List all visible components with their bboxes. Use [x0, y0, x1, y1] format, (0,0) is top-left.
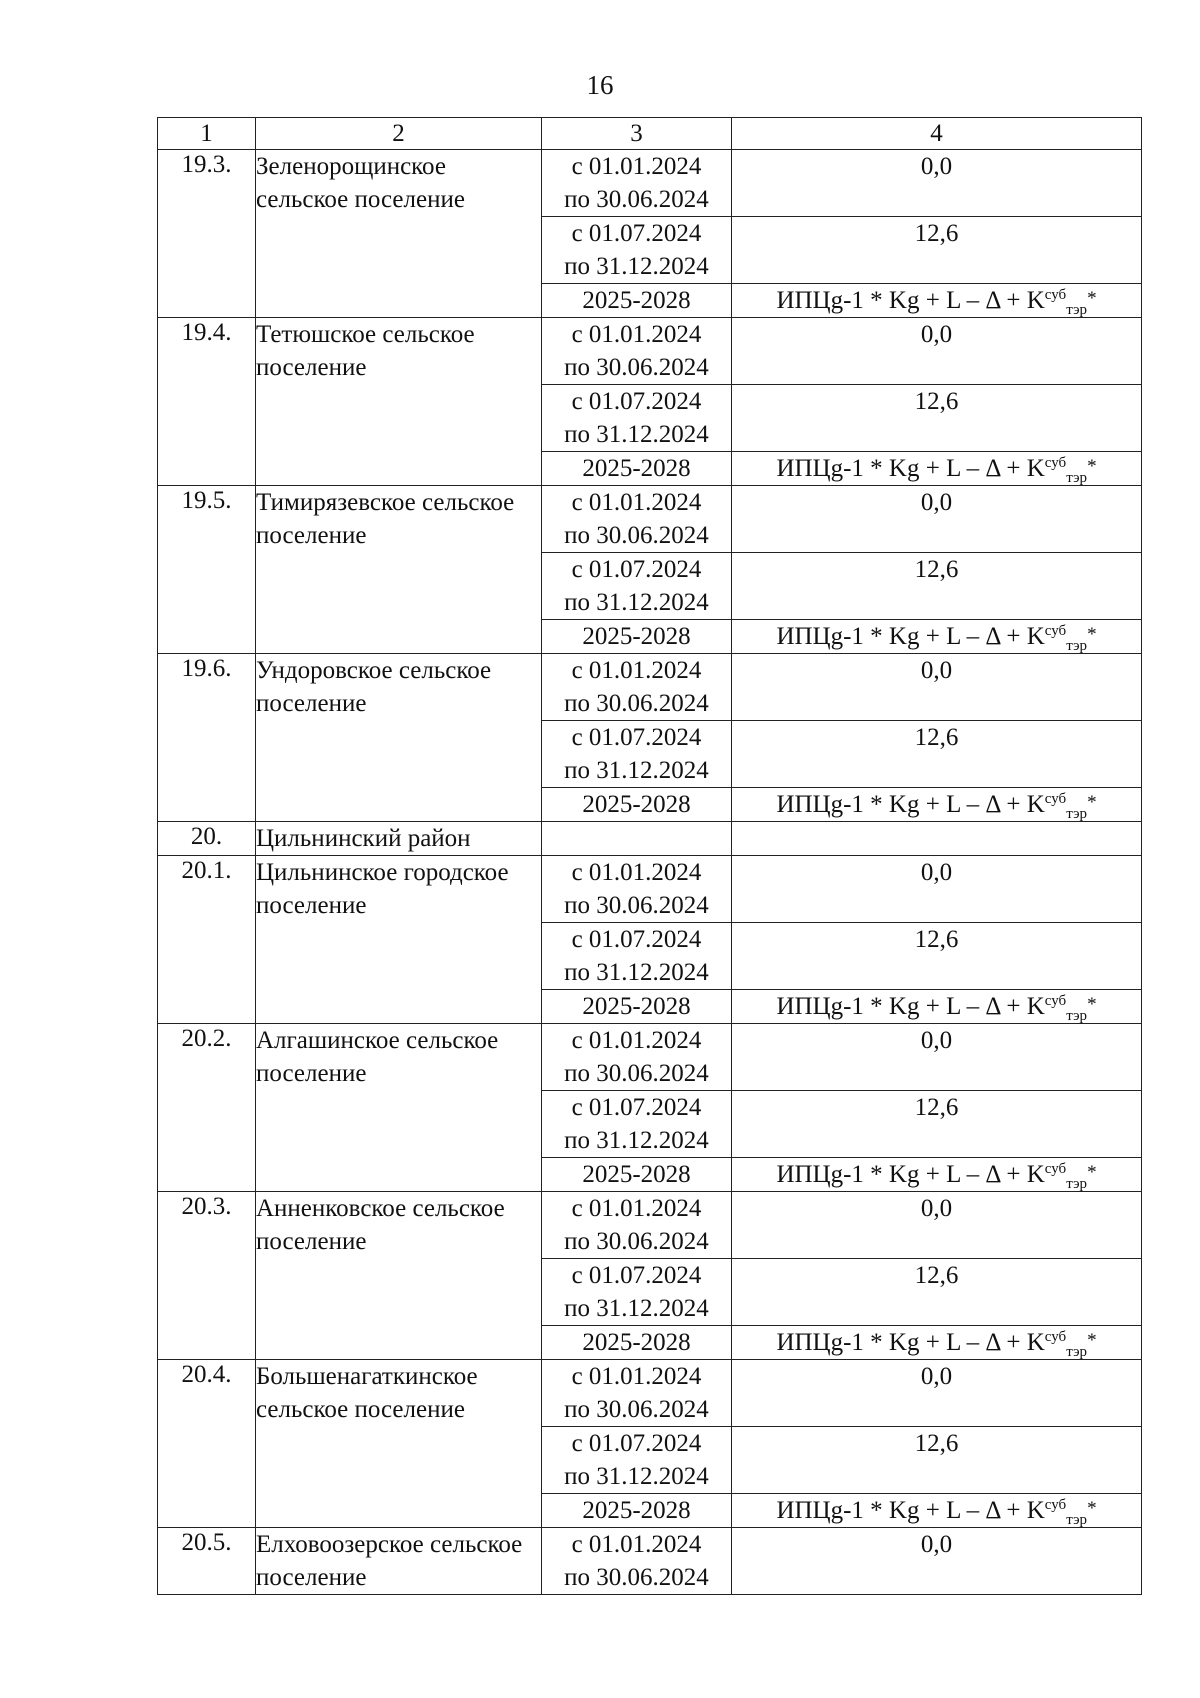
period-cell [542, 1360, 732, 1427]
formula-asterisk: * [1087, 624, 1097, 645]
period-cell [542, 721, 732, 788]
formula-subscript: тэр [1066, 302, 1088, 318]
formula-subscript: тэр [1066, 470, 1088, 486]
period-cell [542, 1259, 732, 1326]
value-cell: 12,6 [732, 1091, 1142, 1158]
row-number: 20.1. [158, 856, 256, 1024]
period-line: по 30.06.2024 [564, 186, 709, 213]
value-cell: 0,0 [732, 856, 1142, 923]
empty-cell [732, 822, 1142, 856]
period-line: по 30.06.2024 [564, 1228, 709, 1255]
settlement-name: Тетюшское сельское поселение [256, 318, 542, 486]
table-row [158, 1024, 1142, 1091]
tariff-table [157, 117, 1142, 1595]
formula-subscript: тэр [1066, 806, 1088, 822]
period-line: с 01.01.2024 [571, 859, 702, 886]
period-cell [542, 284, 732, 318]
formula-main: ИПЦg-1 * Kg + L – Δ + K [776, 993, 1045, 1020]
period-line: по 31.12.2024 [564, 959, 709, 986]
period-cell [542, 1158, 732, 1192]
period-line: с 01.07.2024 [571, 388, 702, 415]
empty-cell [542, 822, 732, 856]
formula-cell [732, 284, 1142, 318]
formula-main: ИПЦg-1 * Kg + L – Δ + K [776, 623, 1045, 650]
formula-main: ИПЦg-1 * Kg + L – Δ + K [776, 791, 1045, 818]
period-cell [542, 452, 732, 486]
formula-main: ИПЦg-1 * Kg + L – Δ + K [776, 455, 1045, 482]
period-line: по 31.12.2024 [564, 1127, 709, 1154]
period-line: с 01.01.2024 [571, 1195, 702, 1222]
period-line: с 01.07.2024 [571, 220, 702, 247]
period-line: с 01.07.2024 [571, 1430, 702, 1457]
period-cell [542, 990, 732, 1024]
period-cell [542, 217, 732, 284]
value-cell: 12,6 [732, 1427, 1142, 1494]
value-cell: 0,0 [732, 1192, 1142, 1259]
formula-asterisk: * [1087, 1498, 1097, 1519]
period-cell [542, 553, 732, 620]
value-cell: 0,0 [732, 1528, 1142, 1595]
formula-cell [732, 990, 1142, 1024]
formula-subscript: тэр [1066, 638, 1088, 654]
settlement-name: Анненковское сельское поселение [256, 1192, 542, 1360]
table-body [158, 150, 1142, 1595]
header-col-2: 2 [256, 118, 542, 150]
period-cell [542, 318, 732, 385]
table-row [158, 856, 1142, 923]
value-cell: 0,0 [732, 486, 1142, 553]
formula-asterisk: * [1087, 1330, 1097, 1351]
value-cell: 0,0 [732, 318, 1142, 385]
period-cell [542, 856, 732, 923]
settlement-name: Тимирязевское сельское поселение [256, 486, 542, 654]
value-cell: 0,0 [732, 654, 1142, 721]
value-cell: 12,6 [732, 1259, 1142, 1326]
settlement-name: Алгашинское сельское поселение [256, 1024, 542, 1192]
period-line: 2025-2028 [582, 623, 691, 650]
period-line: с 01.07.2024 [571, 724, 702, 751]
formula-main: ИПЦg-1 * Kg + L – Δ + K [776, 1329, 1045, 1356]
period-cell [542, 1528, 732, 1595]
period-line: с 01.01.2024 [571, 321, 702, 348]
period-line: с 01.07.2024 [571, 926, 702, 953]
period-line: с 01.07.2024 [571, 1094, 702, 1121]
period-line: с 01.07.2024 [571, 1262, 702, 1289]
formula-subscript: тэр [1066, 1344, 1088, 1360]
settlement-name: Цильнинское городское поселение [256, 856, 542, 1024]
period-line: 2025-2028 [582, 1329, 691, 1356]
formula-cell [732, 1158, 1142, 1192]
formula-superscript: суб [1044, 1497, 1067, 1513]
period-cell [542, 1091, 732, 1158]
period-line: по 30.06.2024 [564, 522, 709, 549]
formula-asterisk: * [1087, 792, 1097, 813]
table-row [158, 486, 1142, 553]
value-cell: 12,6 [732, 217, 1142, 284]
header-col-1: 1 [158, 118, 256, 150]
period-cell [542, 1192, 732, 1259]
formula-cell [732, 1494, 1142, 1528]
period-line: по 31.12.2024 [564, 1463, 709, 1490]
table-row [158, 1360, 1142, 1427]
settlement-name: Зеленорощинское сельское поселение [256, 150, 542, 318]
period-line: по 31.12.2024 [564, 589, 709, 616]
value-cell: 0,0 [732, 1360, 1142, 1427]
period-line: по 30.06.2024 [564, 1396, 709, 1423]
table-row [158, 150, 1142, 217]
period-line: с 01.01.2024 [571, 489, 702, 516]
table-row [158, 822, 1142, 856]
value-cell: 12,6 [732, 923, 1142, 990]
period-cell [542, 385, 732, 452]
formula-cell [732, 1326, 1142, 1360]
period-line: 2025-2028 [582, 791, 691, 818]
page-number: 16 [586, 70, 614, 100]
district-name: Цильнинский район [256, 822, 542, 856]
formula-asterisk: * [1087, 1162, 1097, 1183]
formula-main: ИПЦg-1 * Kg + L – Δ + K [776, 1161, 1045, 1188]
formula-asterisk: * [1087, 288, 1097, 309]
row-number: 19.5. [158, 486, 256, 654]
period-line: по 30.06.2024 [564, 892, 709, 919]
period-line: по 30.06.2024 [564, 354, 709, 381]
period-cell [542, 923, 732, 990]
formula-asterisk: * [1087, 456, 1097, 477]
value-cell: 12,6 [732, 553, 1142, 620]
formula-superscript: суб [1044, 791, 1067, 807]
period-cell [542, 788, 732, 822]
formula-asterisk: * [1087, 994, 1097, 1015]
period-line: по 31.12.2024 [564, 757, 709, 784]
formula-subscript: тэр [1066, 1176, 1088, 1192]
period-line: 2025-2028 [582, 993, 691, 1020]
formula-subscript: тэр [1066, 1512, 1088, 1528]
value-cell: 0,0 [732, 150, 1142, 217]
period-line: по 30.06.2024 [564, 1564, 709, 1591]
settlement-name: Большенагаткинское сельское поселение [256, 1360, 542, 1528]
row-number: 19.6. [158, 654, 256, 822]
formula-superscript: суб [1044, 1329, 1067, 1345]
period-line: с 01.01.2024 [571, 1531, 702, 1558]
period-cell [542, 620, 732, 654]
period-line: по 31.12.2024 [564, 421, 709, 448]
period-cell [542, 1326, 732, 1360]
formula-cell [732, 452, 1142, 486]
formula-superscript: суб [1044, 1161, 1067, 1177]
row-number: 20.5. [158, 1528, 256, 1595]
settlement-name: Ундоровское сельское поселение [256, 654, 542, 822]
row-number: 20.4. [158, 1360, 256, 1528]
settlement-name: Елховоозерское сельское поселение [256, 1528, 542, 1595]
period-line: по 30.06.2024 [564, 690, 709, 717]
value-cell: 12,6 [732, 721, 1142, 788]
period-cell [542, 1024, 732, 1091]
formula-superscript: суб [1044, 287, 1067, 303]
period-line: с 01.01.2024 [571, 1363, 702, 1390]
row-number: 19.3. [158, 150, 256, 318]
table-row [158, 318, 1142, 385]
formula-cell [732, 788, 1142, 822]
period-line: с 01.01.2024 [571, 153, 702, 180]
period-cell [542, 486, 732, 553]
formula-main: ИПЦg-1 * Kg + L – Δ + K [776, 287, 1045, 314]
table-row [158, 1528, 1142, 1595]
period-cell [542, 654, 732, 721]
period-line: по 30.06.2024 [564, 1060, 709, 1087]
header-row [158, 118, 1142, 150]
period-line: с 01.07.2024 [571, 556, 702, 583]
period-line: с 01.01.2024 [571, 1027, 702, 1054]
row-number: 19.4. [158, 318, 256, 486]
row-number: 20.2. [158, 1024, 256, 1192]
period-cell [542, 1494, 732, 1528]
period-line: 2025-2028 [582, 455, 691, 482]
period-cell [542, 150, 732, 217]
period-line: по 31.12.2024 [564, 1295, 709, 1322]
period-cell [542, 1427, 732, 1494]
formula-main: ИПЦg-1 * Kg + L – Δ + K [776, 1497, 1045, 1524]
period-line: 2025-2028 [582, 1497, 691, 1524]
period-line: по 31.12.2024 [564, 253, 709, 280]
row-number: 20.3. [158, 1192, 256, 1360]
header-col-4: 4 [732, 118, 1142, 150]
row-number: 20. [158, 822, 256, 856]
formula-superscript: суб [1044, 455, 1067, 471]
period-line: с 01.01.2024 [571, 657, 702, 684]
formula-superscript: суб [1044, 993, 1067, 1009]
table-row [158, 654, 1142, 721]
period-line: 2025-2028 [582, 287, 691, 314]
period-line: 2025-2028 [582, 1161, 691, 1188]
header-col-3: 3 [542, 118, 732, 150]
formula-subscript: тэр [1066, 1008, 1088, 1024]
formula-superscript: суб [1044, 623, 1067, 639]
formula-cell [732, 620, 1142, 654]
table-row [158, 1192, 1142, 1259]
value-cell: 0,0 [732, 1024, 1142, 1091]
value-cell: 12,6 [732, 385, 1142, 452]
